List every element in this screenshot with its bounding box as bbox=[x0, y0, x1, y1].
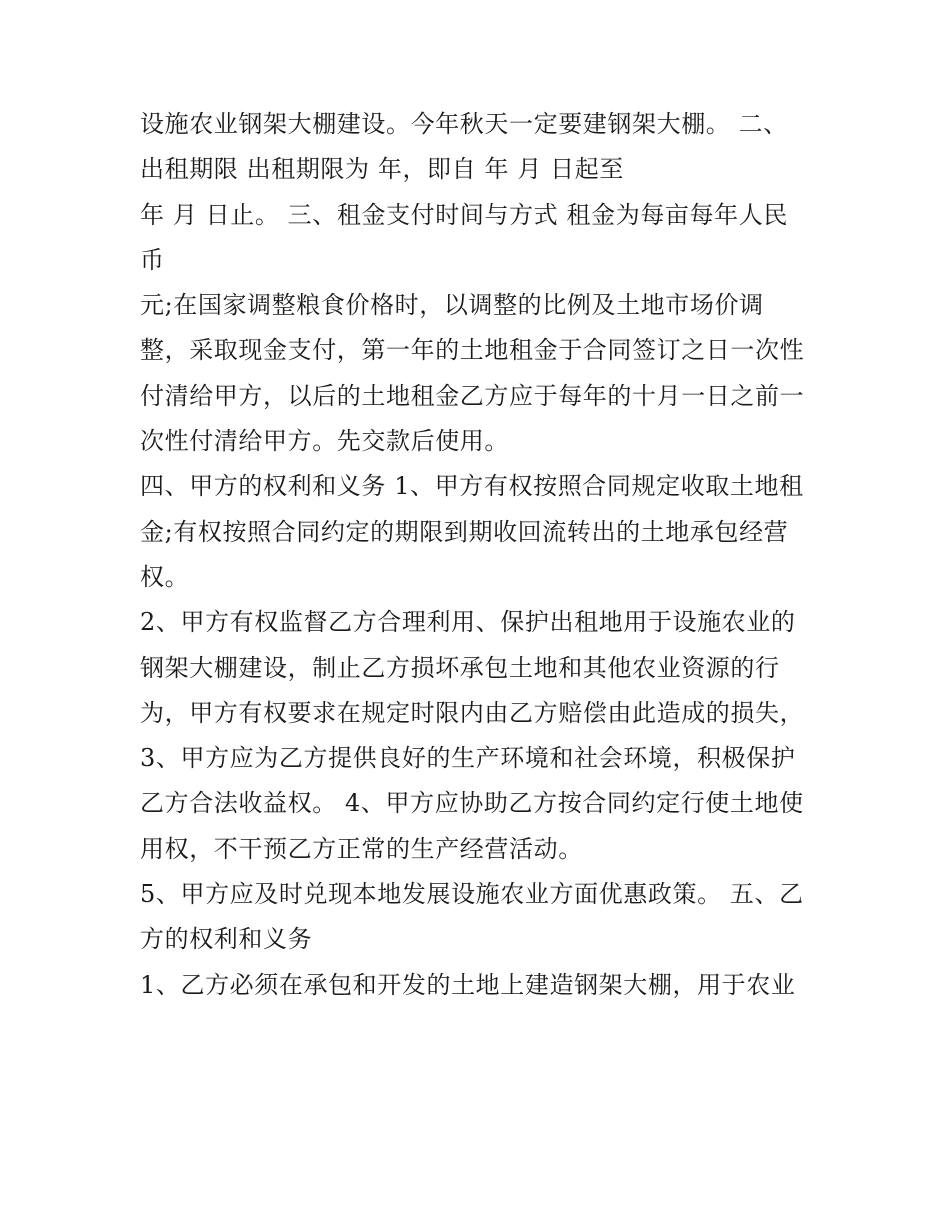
text-line: 整，采取现金支付，第一年的土地租金于合同签订之日一次性 bbox=[140, 336, 805, 365]
text-line: 次性付清给甲方。先交款后使用。 bbox=[140, 427, 509, 456]
text-line: 四、甲方的权利和义务 1、甲方有权按照合同规定收取土地租 bbox=[140, 472, 804, 501]
text-line: 为，甲方有权要求在规定时限内由乙方赔偿由此造成的损失， bbox=[140, 698, 805, 727]
text-line: 出租期限 出租期限为 年，即自 年 月 日起至 bbox=[140, 155, 624, 184]
text-line: 付清给甲方，以后的土地租金乙方应于每年的十月一日之前一 bbox=[140, 381, 805, 410]
text-line: 乙方合法收益权。 4、甲方应协助乙方按合同约定行使土地使 bbox=[140, 789, 804, 818]
text-line: 金;有权按照合同约定的期限到期收回流转出的土地承包经营 bbox=[140, 517, 789, 546]
text-line: 钢架大棚建设，制止乙方损坏承包土地和其他农业资源的行 bbox=[140, 653, 780, 682]
text-line: 用权，不干预乙方正常的生产经营活动。 bbox=[140, 834, 583, 863]
text-line: 1、乙方必须在承包和开发的土地上建造钢架大棚，用于农业 bbox=[140, 970, 796, 999]
text-line: 3、甲方应为乙方提供良好的生产环境和社会环境，积极保护 bbox=[140, 744, 796, 773]
text-line: 5、甲方应及时兑现本地发展设施农业方面优惠政策。 五、乙 bbox=[140, 880, 804, 909]
text-line: 设施农业钢架大棚建设。今年秋天一定要建钢架大棚。 二、 bbox=[140, 110, 788, 138]
document-body bbox=[140, 102, 830, 1008]
text-line: 币 bbox=[140, 245, 165, 274]
text-line: 元;在国家调整粮食价格时，以调整的比例及土地市场价调 bbox=[140, 291, 764, 320]
text-line: 方的权利和义务 bbox=[140, 925, 313, 954]
text-line: 权。 bbox=[140, 562, 190, 591]
text-line: 2、甲方有权监督乙方合理利用、保护出租地用于设施农业的 bbox=[140, 608, 796, 637]
text-line: 年 月 日止。 三、租金支付时间与方式 租金为每亩每年人民 bbox=[140, 200, 788, 229]
